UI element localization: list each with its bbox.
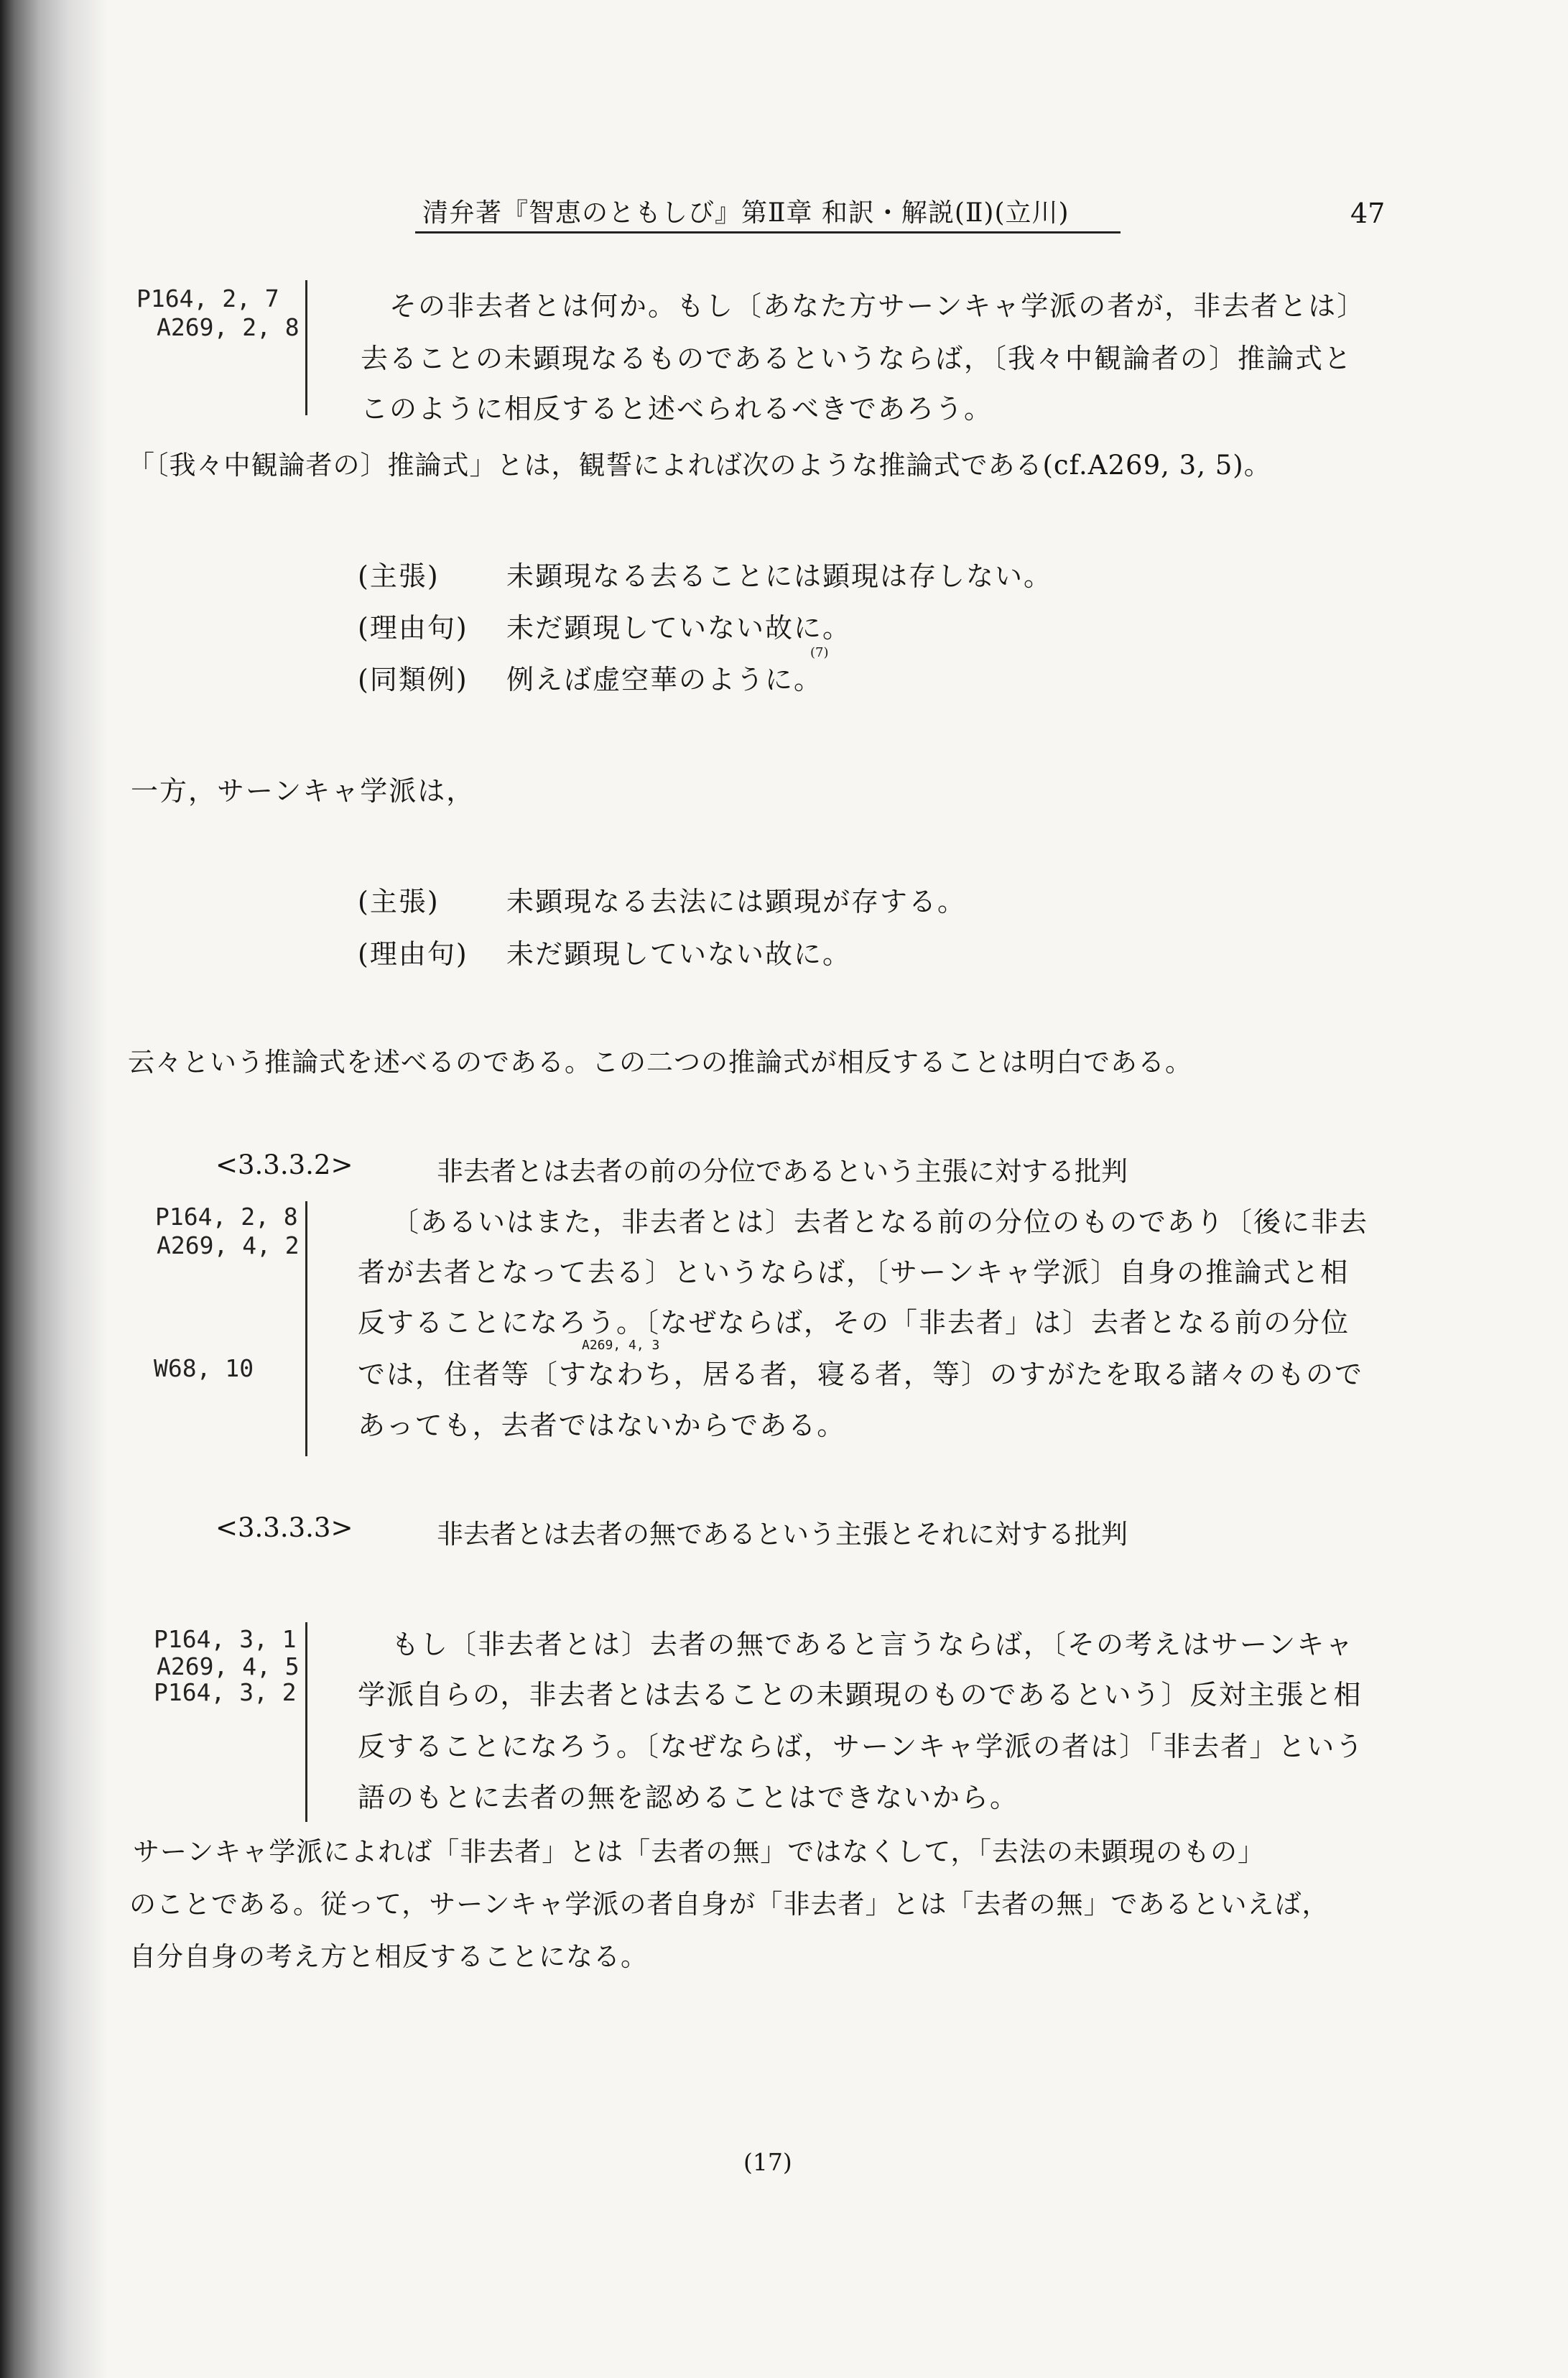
syllogism-text: 未だ顕現していない故に。 <box>506 612 852 644</box>
paragraph-line: 自分自身の考え方と相反することになる。 <box>129 1941 648 1972</box>
margin-bar <box>305 1201 307 1456</box>
section-number: <3.3.3.3> <box>215 1512 353 1543</box>
margin-ref: A269, 4, 5 <box>157 1652 300 1680</box>
syllogism-text: 未だ顕現していない故に。 <box>506 938 852 970</box>
interlinear-ref: A269, 4, 3 <box>582 1338 660 1353</box>
paragraph-line: サーンキャ学派によれば「非去者」とは「去者の無」ではなくして，「去法の未顕現のもの」 <box>133 1836 1266 1867</box>
margin-ref: P164, 3, 1 <box>154 1625 297 1653</box>
syllogism-text: 例えば虚空華のように。 <box>506 664 823 695</box>
text-line: 反することになろう。〔なぜならば，サーンキャ学派の者は〕「非去者」という <box>358 1731 1365 1762</box>
header-underline <box>415 231 1121 233</box>
text-line: 去ることの未顕現なるものであるというならば，〔我々中観論者の〕推論式と <box>361 343 1353 374</box>
paragraph: 一方，サーンキャ学派は， <box>131 775 475 807</box>
section-title: 非去者とは去者の無であるという主張とそれに対する批判 <box>437 1519 1128 1550</box>
syllogism-text: 未顕現なる去ることには顕現は存しない。 <box>506 560 1053 592</box>
syllogism-label: (理由句) <box>358 938 468 970</box>
margin-ref: P164, 3, 2 <box>154 1678 297 1706</box>
syllogism-label: (同類例) <box>358 664 468 695</box>
footer-page-number: (17) <box>743 2148 792 2176</box>
text-line: 反することになろう。〔なぜならば，その「非去者」は〕去者となる前の分位 <box>358 1307 1350 1338</box>
text-line: このように相反すると述べられるべきであろう。 <box>361 393 993 425</box>
margin-ref: W68, 10 <box>154 1354 254 1382</box>
page-number: 47 <box>1350 198 1386 229</box>
text-line: もし〔非去者とは〕去者の無であると言うならば，〔その考えはサーンキャ <box>391 1629 1355 1660</box>
section-title: 非去者とは去者の前の分位であるという主張に対する批判 <box>437 1156 1128 1187</box>
margin-ref: A269, 4, 2 <box>157 1231 300 1259</box>
syllogism-label: (理由句) <box>358 612 468 644</box>
text-line: 〔あるいはまた，非去者とは〕去者となる前の分位のものであり〔後に非去 <box>391 1206 1369 1238</box>
margin-ref: P164, 2, 8 <box>155 1203 298 1231</box>
syllogism-label: (主張) <box>358 560 440 592</box>
paragraph: 云々という推論式を述べるのである。この二つの推論式が相反することは明白である。 <box>128 1047 1192 1078</box>
binding-shadow <box>0 0 108 2378</box>
text-line: あっても，去者ではないからである。 <box>358 1410 846 1441</box>
margin-ref: P164, 2, 7 <box>136 284 279 313</box>
running-header: 清弁著『智恵のともしび』第Ⅱ章 和訳・解説(Ⅱ)(立川) <box>422 198 1070 228</box>
footnote-marker: (7) <box>810 645 829 660</box>
paragraph: 「〔我々中観論者の〕推論式」とは，観誓によれば次のような推論式である(cf.A269, 3, 5)。 <box>128 450 1271 481</box>
text-line: では，住者等〔すなわち，居る者，寝る者，等〕のすがたを取る諸々のもので <box>358 1359 1364 1390</box>
paragraph-line: のことである。従って，サーンキャ学派の者自身が「非去者」とは「去者の無」であるといえば， <box>129 1889 1330 1920</box>
syllogism-label: (主張) <box>358 886 440 917</box>
text-line: その非去者とは何か。もし〔あなた方サーンキャ学派の者が，非去者とは〕 <box>389 290 1366 322</box>
margin-bar <box>305 1622 307 1822</box>
text-line: 者が去者となって去る〕というならば，〔サーンキャ学派〕自身の推論式と相 <box>358 1257 1350 1288</box>
text-line: 学派自らの，非去者とは去ることの未顕現のものであるという〕反対主張と相 <box>358 1679 1363 1711</box>
margin-bar <box>305 280 307 415</box>
text-line: 語のもとに去者の無を認めることはできないから。 <box>358 1782 1019 1813</box>
margin-ref: A269, 2, 8 <box>157 313 300 341</box>
section-number: <3.3.3.2> <box>215 1149 353 1180</box>
syllogism-text: 未顕現なる去法には顕現が存する。 <box>506 886 967 917</box>
